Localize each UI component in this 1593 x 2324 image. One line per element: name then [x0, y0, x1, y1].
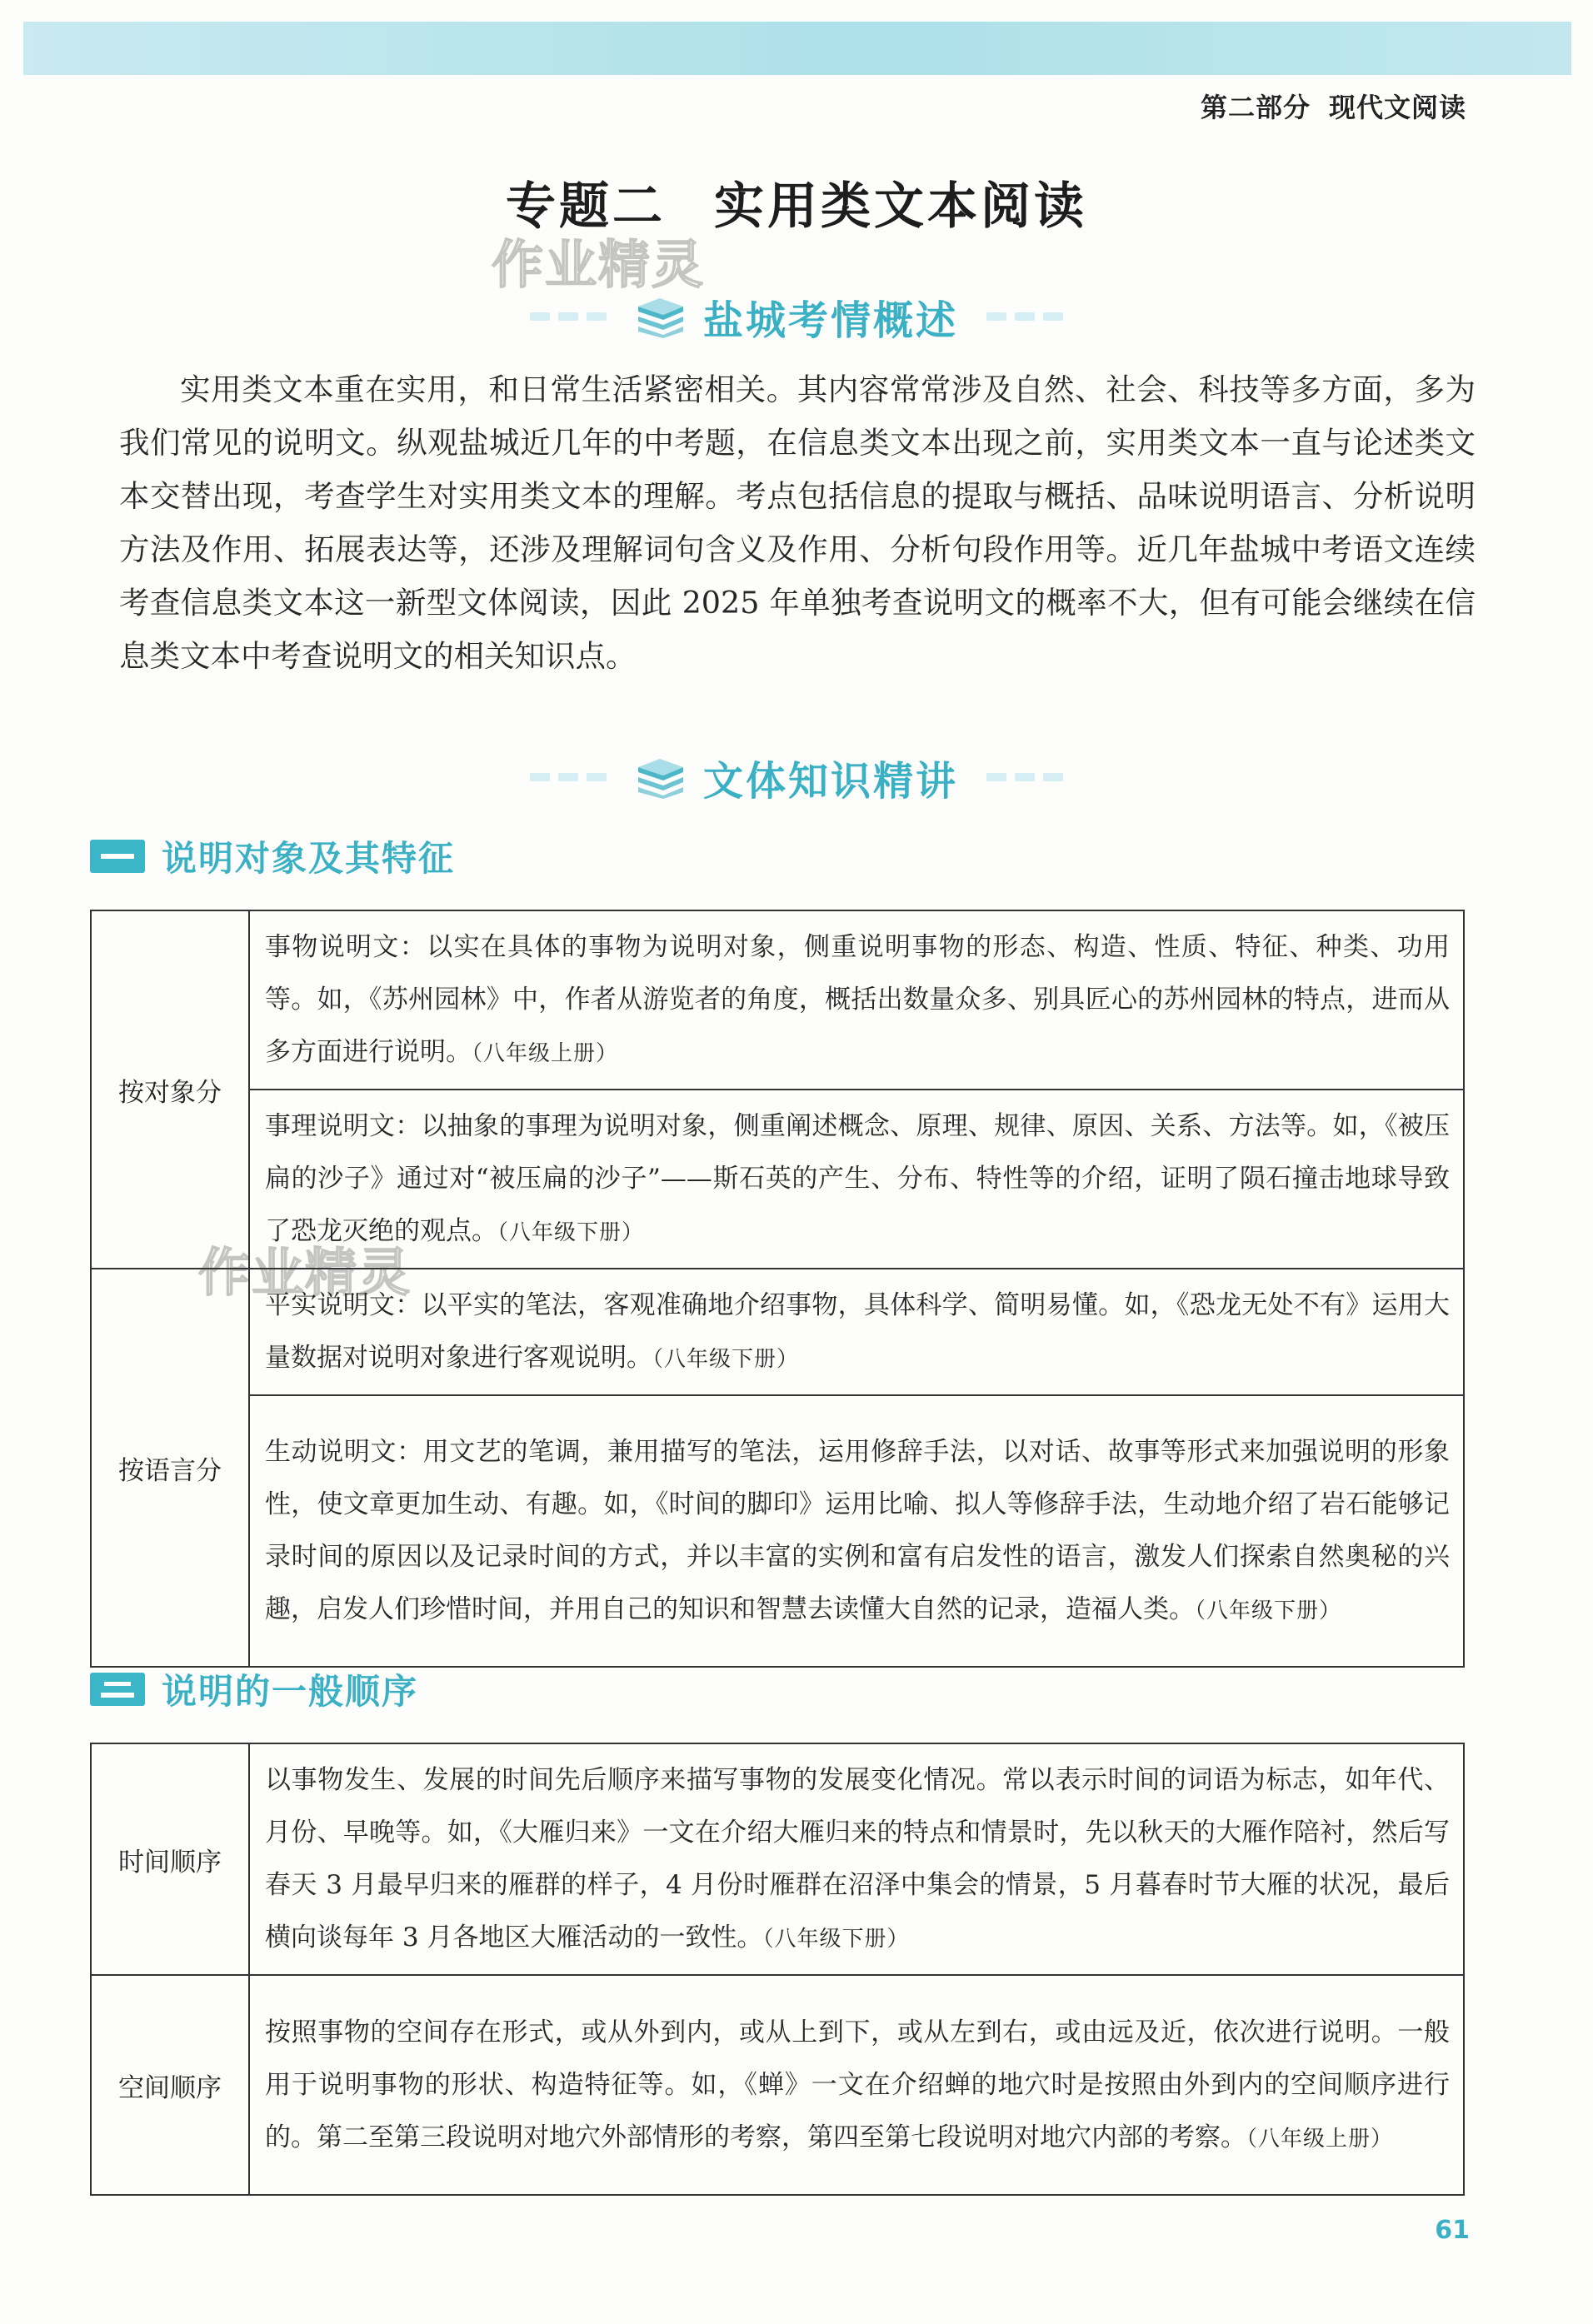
dash-decoration	[530, 312, 607, 321]
cell-text: 平实说明文：以平实的笔法，客观准确地介绍事物，具体科学、简明易懂。如，《恐龙无处不有》运用大量数据对说明对象进行客观说明。	[265, 1290, 1450, 1373]
dash-decoration	[986, 312, 1063, 321]
subheading-text: 说明对象及其特征	[162, 838, 456, 879]
book-stack-icon	[635, 295, 687, 338]
cell-text: 以事物发生、发展的时间先后顺序来描写事物的发展变化情况。常以表示时间的词语为标志，如年代、月份、早晚等。如，《大雁归来》一文在介绍大雁归来的特点和情景时，先以秋天的大雁作陪衬，然后写春天 3 月最早归来的雁群的样子，4 月份时雁群在沼泽中集会的情景，5 月暮春时节大雁的状况，最后横向谈每年 3 月各地区大雁活动的一致性。	[265, 1765, 1450, 1952]
title-main: 实用类文本阅读	[714, 177, 1087, 236]
section-heading-exam-overview	[0, 283, 1593, 350]
dash-decoration	[986, 773, 1063, 781]
book-stack-icon	[635, 756, 687, 799]
numeral-two-tag	[90, 1673, 145, 1706]
cell-text: 生动说明文：用文艺的笔调，兼用描写的笔法，运用修辞手法，以对话、故事等形式来加强说明的形象性，使文章更加生动、有趣。如，《时间的脚印》运用比喻、拟人等修辞手法，生动地介绍了岩石能够记录时间的原因以及记录时间的方式，并以丰富的实例和富有启发性的语言，激发人们探索自然奥秘的兴趣，启发人们珍惜时间，并用自己的知识和智慧去读懂大自然的记录，造福人类。	[265, 1437, 1450, 1624]
part-label: 第二部分	[1200, 92, 1311, 123]
table-row	[91, 1743, 1464, 1975]
table-cell	[249, 1395, 1464, 1667]
table-cell	[249, 1975, 1464, 2195]
row-header: 按语言分	[91, 1269, 249, 1667]
table-row	[91, 1269, 1464, 1395]
table-row	[91, 910, 1464, 1090]
section-label: 现代文阅读	[1328, 92, 1466, 123]
section-heading-genre-knowledge	[0, 744, 1593, 810]
cell-source: （八年级上册）	[472, 1041, 619, 1066]
numeral-two-icon	[101, 1680, 134, 1698]
table-cell	[249, 1743, 1464, 1975]
subheading-explained-object	[90, 831, 455, 881]
watermark: 作业精灵	[198, 1242, 412, 1303]
cell-source: （八年级下册）	[497, 1220, 645, 1245]
table-row	[91, 1090, 1464, 1269]
title-prefix: 专题二	[506, 177, 666, 236]
numeral-one-tag	[90, 840, 145, 873]
numeral-one-icon	[101, 852, 134, 860]
cell-source: （八年级下册）	[1195, 1598, 1342, 1623]
row-header: 时间顺序	[91, 1743, 249, 1975]
row-header: 空间顺序	[91, 1975, 249, 2195]
overview-paragraph	[119, 363, 1476, 683]
section-heading-text: 盐城考情概述	[702, 297, 958, 344]
table-cell	[249, 1269, 1464, 1395]
table-cell	[249, 1090, 1464, 1269]
cell-text: 按照事物的空间存在形式，或从外到内，或从上到下，或从左到右，或由远及近，依次进行说明。一般用于说明事物的形状、构造特征等。如，《蝉》一文在介绍蝉的地穴时是按照由外到内的空间顺序进行的。第二至第三段说明对地穴外部情形的考察，第四至第七段说明对地穴内部的考察。	[265, 2017, 1450, 2152]
running-header	[1201, 87, 1466, 125]
row-header: 按对象分	[91, 910, 249, 1269]
cell-text: 事物说明文：以实在具体的事物为说明对象，侧重说明事物的形态、构造、性质、特征、种类、功用等。如，《苏州园林》中，作者从游览者的角度，概括出数量众多、别具匠心的苏州园林的特点，进而从多方面进行说明。	[265, 932, 1450, 1067]
cell-text: 事理说明文：以抽象的事理为说明对象，侧重阐述概念、原理、规律、原因、关系、方法等。如，《被压扁的沙子》通过对“被压扁的沙子”——斯石英的产生、分布、特性等的介绍，证明了陨石撞击地球导致了恐龙灭绝的观点。	[265, 1111, 1450, 1246]
page-title	[0, 167, 1593, 238]
subheading-text: 说明的一般顺序	[162, 1671, 419, 1712]
cell-source: （八年级下册）	[652, 1347, 800, 1372]
overview-text: 实用类文本重在实用，和日常生活紧密相关。其内容常常涉及自然、社会、科技等多方面，多为我们常见的说明文。纵观盐城近几年的中考题，在信息类文本出现之前，实用类文本一直与论述类文本交替出现，考查学生对实用类文本的理解。考点包括信息的提取与概括、品味说明语言、分析说明方法及作用、拓展表达等，还涉及理解词句含义及作用、分析句段作用等。近几年盐城中考语文连续考查信息类文本这一新型文体阅读，因此 2025 年单独考查说明文的概率不大，但有可能会继续在信息类文本中考查说明文的相关知识点。	[119, 372, 1476, 674]
explanation-order-table	[90, 1743, 1465, 2196]
table-row	[91, 1395, 1464, 1667]
cell-source: （八年级下册）	[762, 1927, 910, 1952]
table-row	[91, 1975, 1464, 2195]
dash-decoration	[530, 773, 607, 781]
top-decorative-band	[23, 22, 1571, 75]
section-heading-text: 文体知识精讲	[702, 757, 958, 805]
object-feature-table	[90, 910, 1465, 1668]
table-cell	[249, 910, 1464, 1090]
subheading-general-order	[90, 1664, 418, 1714]
watermark: 作业精灵	[492, 234, 706, 295]
cell-source: （八年级上册）	[1246, 2126, 1394, 2152]
page-number: 61	[1435, 2216, 1470, 2245]
